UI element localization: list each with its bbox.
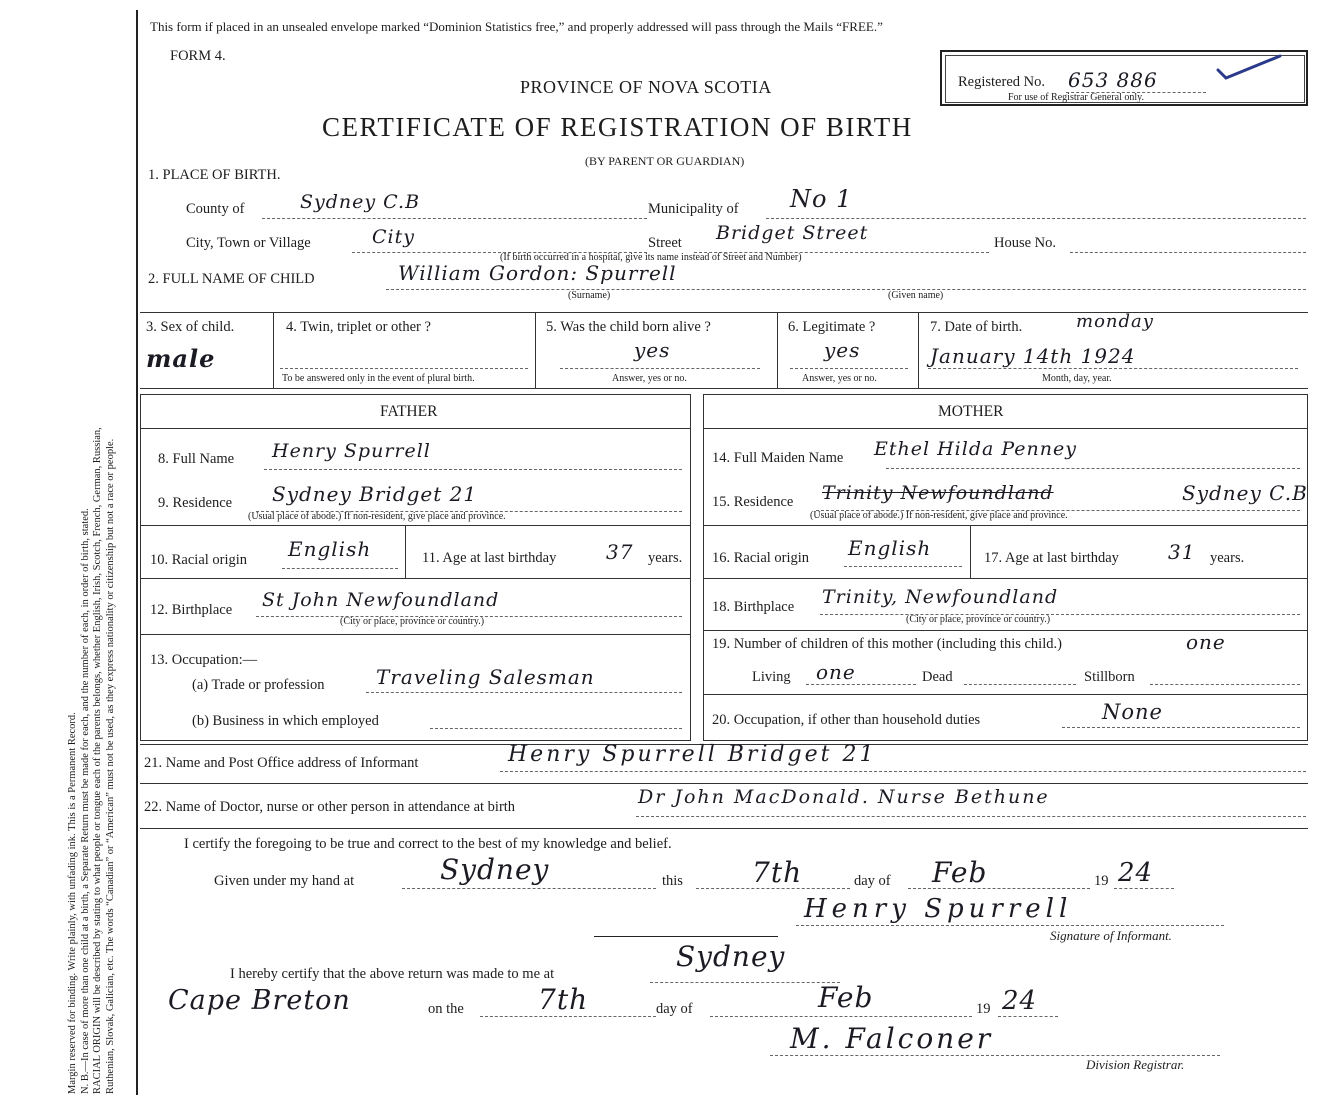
certify-month-value: Feb bbox=[932, 856, 988, 889]
stillborn-label: Stillborn bbox=[1084, 669, 1135, 685]
informant-bottom-rule bbox=[140, 783, 1308, 784]
registrar-day-value: 7th bbox=[538, 983, 589, 1016]
father-racial-label: 10. Racial origin bbox=[150, 552, 248, 568]
father-name-label: 8. Full Name bbox=[158, 451, 235, 467]
father-racial-bottom-rule bbox=[140, 578, 691, 579]
registrar-place: Sydney bbox=[676, 940, 786, 973]
father-age-value: 37 bbox=[606, 540, 634, 564]
registrar-signature-label: Division Registrar. bbox=[1086, 1057, 1185, 1072]
mother-name-label: 14. Full Maiden Name bbox=[712, 450, 844, 466]
legitimate-label: 6. Legitimate ? bbox=[788, 319, 876, 335]
doctor-bottom-rule bbox=[140, 828, 1308, 829]
alive-value: yes bbox=[634, 338, 671, 362]
certify-statement: I certify the foregoing to be true and correct to the best of my knowledge and belief. bbox=[184, 836, 672, 852]
dead-line bbox=[964, 684, 1076, 685]
registered-note: For use of Registrar General only. bbox=[1008, 92, 1144, 103]
stillborn-line bbox=[1150, 684, 1300, 685]
dob-day: monday bbox=[1076, 311, 1154, 332]
registrar-statement: I hereby certify that the above return was made to me at bbox=[230, 966, 555, 982]
father-trade-label: (a) Trade or profession bbox=[192, 677, 325, 693]
municipality-label: Municipality of bbox=[648, 201, 739, 217]
father-racial-value: English bbox=[288, 537, 372, 561]
mother-racial-bottom-rule bbox=[703, 578, 1308, 579]
mail-notice: This form if placed in an unsealed envelope marked “Dominion Statistics free,” and properly addressed will pass through the Mails “FREE.” bbox=[150, 19, 883, 34]
father-racial-top-rule bbox=[140, 525, 691, 526]
county-line bbox=[262, 218, 647, 219]
dead-label: Dead bbox=[922, 669, 953, 685]
margin-note-1: Margin reserved for binding. Write plainly, with unfading ink. This is a Permanent Record. bbox=[67, 711, 78, 1094]
surname-label: (Surname) bbox=[568, 290, 611, 301]
child-name-label: 2. FULL NAME OF CHILD bbox=[148, 271, 315, 287]
father-racial-line bbox=[282, 568, 398, 569]
place-of-birth-heading: 1. PLACE OF BIRTH. bbox=[148, 167, 281, 183]
municipality-line bbox=[766, 218, 1306, 219]
registrar-signature-line bbox=[770, 1055, 1220, 1056]
mother-age-label: 17. Age at last birthday bbox=[984, 550, 1119, 566]
certify-year-prefix: 19 bbox=[1094, 873, 1109, 889]
father-racial-divider bbox=[405, 525, 406, 578]
informant-line bbox=[500, 771, 1306, 772]
province-heading: PROVINCE OF NOVA SCOTIA bbox=[520, 77, 772, 97]
given-place-line bbox=[402, 888, 656, 889]
father-trade-value: Traveling Salesman bbox=[376, 665, 595, 689]
alive-note: Answer, yes or no. bbox=[612, 373, 687, 384]
sex-label: 3. Sex of child. bbox=[146, 319, 235, 335]
legitimate-value: yes bbox=[824, 338, 861, 362]
certificate-separator bbox=[594, 936, 778, 937]
mother-children-bottom-rule bbox=[703, 694, 1308, 695]
father-residence-value: Sydney Bridget 21 bbox=[272, 482, 478, 506]
dob-label: 7. Date of birth. bbox=[930, 319, 1023, 335]
father-business-label: (b) Business in which employed bbox=[192, 713, 379, 729]
dob-line bbox=[928, 368, 1298, 369]
informant-value: Henry Spurrell Bridget 21 bbox=[508, 742, 877, 767]
mother-children-value: one bbox=[1186, 630, 1226, 654]
mother-occupation-label: 20. Occupation, if other than household duties bbox=[712, 712, 981, 728]
doctor-label: 22. Name of Doctor, nurse or other person in attendance at birth bbox=[144, 799, 516, 815]
municipality-value: No 1 bbox=[790, 185, 853, 213]
mother-residence-label: 15. Residence bbox=[712, 494, 794, 510]
margin-note-2: N. B.—In case of more than one child at a birth, a Separate Return must be made for each, and the number of each, in order of birth, stated. bbox=[79, 507, 91, 1094]
city-value: City bbox=[372, 226, 415, 248]
child-name-value: William Gordon: Spurrell bbox=[398, 261, 677, 285]
county-label: County of bbox=[186, 201, 245, 217]
registrar-month-value: Feb bbox=[818, 981, 874, 1014]
registered-box bbox=[940, 50, 1308, 106]
registrar-month-line bbox=[710, 1016, 972, 1017]
certify-year-value: 24 bbox=[1118, 858, 1154, 888]
legitimate-note: Answer, yes or no. bbox=[802, 373, 877, 384]
county-value: Sydney C.B bbox=[300, 191, 421, 213]
house-line bbox=[1070, 252, 1306, 253]
certify-month-line bbox=[908, 888, 1090, 889]
mother-heading-rule bbox=[703, 428, 1308, 429]
mother-birthplace-value: Trinity, Newfoundland bbox=[822, 586, 1059, 608]
legitimate-line bbox=[790, 368, 908, 369]
father-age-unit: years. bbox=[648, 550, 683, 566]
street-label: Street bbox=[648, 235, 682, 251]
registrar-day-line bbox=[480, 1016, 656, 1017]
margin-note-3: RACIAL ORIGIN will be described by stating to what people or tongue each of the parents belongs, whether English, Irish, Scotch, French, German, Russian, bbox=[92, 426, 103, 1094]
doctor-line bbox=[636, 816, 1306, 817]
living-value: one bbox=[816, 660, 856, 684]
margin-rule bbox=[136, 10, 138, 1095]
form-number: FORM 4. bbox=[170, 48, 226, 64]
sex-value: male bbox=[146, 344, 216, 373]
certify-day-value: 7th bbox=[752, 856, 803, 889]
dob-value: January 14th 1924 bbox=[930, 344, 1136, 368]
mother-racial-value: English bbox=[848, 536, 932, 560]
alive-label: 5. Was the child born alive ? bbox=[546, 319, 711, 335]
living-line bbox=[806, 684, 916, 685]
father-birthplace-label: 12. Birthplace bbox=[150, 602, 233, 618]
page-title: CERTIFICATE OF REGISTRATION OF BIRTH bbox=[322, 112, 913, 142]
twin-note: To be answered only in the event of plural birth. bbox=[282, 373, 475, 384]
mother-racial-line bbox=[844, 566, 962, 567]
certify-year-line bbox=[1114, 888, 1174, 889]
mother-occupation-line bbox=[1062, 727, 1300, 728]
mother-age-value: 31 bbox=[1168, 540, 1196, 564]
father-occupation-label: 13. Occupation:— bbox=[150, 652, 258, 668]
father-birthplace-value: St John Newfoundland bbox=[262, 589, 500, 611]
mother-racial-label: 16. Racial origin bbox=[712, 550, 810, 566]
mother-birthplace-note: (City or place, province or country.) bbox=[906, 614, 1051, 625]
row3-divider-2 bbox=[535, 312, 536, 388]
city-label: City, Town or Village bbox=[186, 235, 311, 251]
row3-divider-3 bbox=[777, 312, 778, 388]
mother-racial-divider bbox=[970, 525, 971, 578]
registrar-day-label: day of bbox=[656, 1001, 693, 1017]
mother-residence-value: Sydney C.B bbox=[1182, 481, 1308, 505]
informant-signature: Henry Spurrell bbox=[804, 894, 1073, 924]
mother-racial-top-rule bbox=[703, 525, 1308, 526]
dob-note: Month, day, year. bbox=[1042, 373, 1112, 384]
father-birthplace-note: (City or place, province or country.) bbox=[340, 616, 485, 627]
street-value: Bridget Street bbox=[716, 222, 869, 244]
hospital-note: (If birth occurred in a hospital, give its name instead of Street and Number) bbox=[500, 252, 802, 263]
page-subtitle: (BY PARENT OR GUARDIAN) bbox=[585, 154, 745, 168]
mother-children-label: 19. Number of children of this mother (including this child.) bbox=[712, 636, 1062, 652]
certify-day-label: day of bbox=[854, 873, 891, 889]
row3-divider-1 bbox=[273, 312, 274, 388]
margin-note-4: Ruthenian, Slovak, Galician, etc. The words “Canadian” or “American” must not be used, as they express nationality or citizenship but not a race or people. bbox=[104, 438, 116, 1094]
mother-occupation-value: None bbox=[1102, 700, 1163, 724]
registered-label: Registered No. bbox=[958, 74, 1045, 90]
father-birthplace-bottom-rule bbox=[140, 634, 691, 635]
informant-signature-line bbox=[796, 925, 1224, 926]
on-the-label: on the bbox=[428, 1001, 464, 1017]
father-heading-rule bbox=[140, 428, 691, 429]
registrar-year-line bbox=[998, 1016, 1058, 1017]
mother-birthplace-label: 18. Birthplace bbox=[712, 599, 795, 615]
mother-name-value: Ethel Hilda Penney bbox=[874, 438, 1077, 460]
child-name-line bbox=[386, 289, 1306, 290]
checkmark-icon bbox=[1214, 52, 1284, 86]
father-residence-note: (Usual place of abode.) If non-resident, give place and province. bbox=[248, 511, 506, 522]
living-label: Living bbox=[752, 669, 791, 685]
registrar-year-prefix: 19 bbox=[976, 1001, 991, 1017]
mother-heading: MOTHER bbox=[938, 403, 1004, 420]
father-name-value: Henry Spurrell bbox=[272, 440, 431, 462]
this-label: this bbox=[662, 873, 683, 889]
father-residence-label: 9. Residence bbox=[158, 495, 233, 511]
margin-notes-text bbox=[67, 14, 117, 1094]
father-trade-line bbox=[366, 692, 682, 693]
row3-divider-4 bbox=[918, 312, 919, 388]
father-age-label: 11. Age at last birthday bbox=[422, 550, 557, 566]
given-under-label: Given under my hand at bbox=[214, 873, 355, 889]
father-name-line bbox=[264, 469, 682, 470]
given-place-value: Sydney bbox=[440, 853, 550, 886]
informant-signature-label: Signature of Informant. bbox=[1050, 928, 1172, 943]
informant-label: 21. Name and Post Office address of Informant bbox=[144, 755, 419, 771]
father-heading: FATHER bbox=[380, 403, 438, 420]
alive-line bbox=[560, 368, 760, 369]
certify-day-line bbox=[696, 888, 850, 889]
father-business-line bbox=[430, 728, 682, 729]
registrar-place-2: Cape Breton bbox=[168, 985, 351, 1016]
twin-line bbox=[280, 368, 528, 369]
twin-label: 4. Twin, triplet or other ? bbox=[286, 319, 431, 335]
registered-number: 653 886 bbox=[1068, 68, 1158, 92]
registrar-signature: M. Falconer bbox=[790, 1022, 994, 1055]
mother-birthplace-line bbox=[820, 614, 1300, 615]
row3-bottom-border bbox=[140, 388, 1308, 389]
mother-age-unit: years. bbox=[1210, 550, 1245, 566]
registrar-place-line bbox=[650, 982, 840, 983]
doctor-value: Dr John MacDonald. Nurse Bethune bbox=[638, 786, 1050, 808]
mother-residence-note: (Usual place of abode.) If non-resident, give place and province. bbox=[810, 510, 1068, 521]
mother-name-line bbox=[886, 468, 1300, 469]
given-name-label: (Given name) bbox=[888, 290, 944, 301]
registrar-year-value: 24 bbox=[1002, 986, 1038, 1016]
house-label: House No. bbox=[994, 235, 1057, 251]
margin-notes bbox=[42, 0, 142, 1107]
mother-residence-struck: Trinity Newfoundland bbox=[822, 482, 1054, 504]
